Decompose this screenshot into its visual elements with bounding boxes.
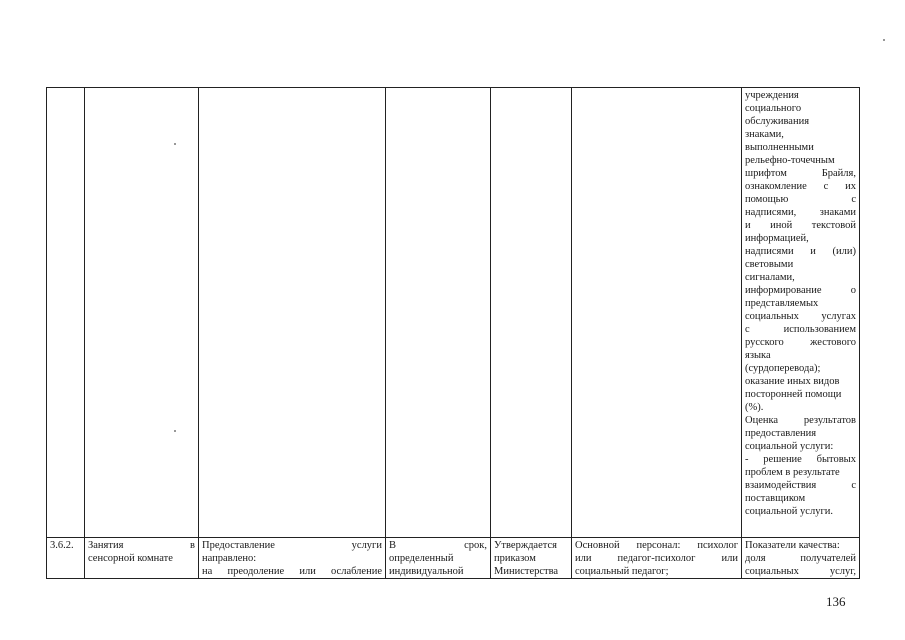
description-line-1: Предоставление услуги (202, 540, 382, 551)
services-table (46, 87, 860, 579)
cell-term-empty (386, 88, 491, 538)
norm-line-1: Утверждается (494, 540, 557, 551)
continued-text-line: социального (745, 103, 802, 114)
continued-text-line: информирование о (745, 285, 856, 296)
row-number: 3.6.2. (50, 540, 74, 551)
cell-staff-empty (572, 88, 742, 538)
continued-text-line: - решение бытовых (745, 454, 856, 465)
description-line-3: на преодоление или ослабление (202, 566, 382, 577)
staff-line-1: Основной персонал: психолог (575, 540, 738, 551)
continued-text-line: социальных услугах (745, 311, 856, 322)
cell-description-empty (199, 88, 386, 538)
service-name-line-1: Занятия в (88, 540, 195, 551)
scan-speck (174, 143, 176, 145)
cell-norm (491, 538, 572, 579)
continued-text-line: световыми (745, 259, 794, 270)
continued-text-line: и иной текстовой (745, 220, 856, 231)
quality-line-2: доля получателей (745, 553, 856, 564)
continued-text-line: с использованием (745, 324, 856, 335)
cell-quality-continued (742, 88, 860, 538)
continued-text-line: предоставления (745, 428, 817, 439)
term-line-3: индивидуальной (389, 566, 464, 577)
scan-speck (174, 430, 176, 432)
staff-line-2: или педагог-психолог или (575, 553, 738, 564)
continued-text-line: сигналами, (745, 272, 795, 283)
continued-text-line: социальной услуги: (745, 441, 834, 452)
continued-text-line: (%). (745, 402, 764, 413)
continued-text-line: обслуживания (745, 116, 810, 127)
continued-text-line: взаимодействия с (745, 480, 856, 491)
continued-text-line: выполненными (745, 142, 814, 153)
cell-staff (572, 538, 742, 579)
quality-line-1: Показатели качества: (745, 540, 840, 551)
scan-speck (883, 39, 885, 41)
continued-text-line: социальной услуги. (745, 506, 833, 517)
continued-text-line: оказание иных видов (745, 376, 840, 387)
continued-text-line: помощью с (745, 194, 856, 205)
continued-text-line: представляемых (745, 298, 819, 309)
term-line-2: определенный (389, 553, 454, 564)
norm-line-3: Министерства (494, 566, 559, 577)
continued-text-line: надписями, знаками (745, 207, 856, 218)
continued-text-line: Оценка результатов (745, 415, 856, 426)
continued-text-line: учреждения (745, 90, 799, 101)
description-line-2: направлено: (202, 553, 257, 564)
continued-text-line: (сурдоперевода); (745, 363, 821, 374)
cell-name-empty (85, 88, 199, 538)
continued-text-line: ознакомление с их (745, 181, 856, 192)
table-row-3-6-2 (47, 538, 860, 579)
continued-text-line: рельефно-точечным (745, 155, 835, 166)
term-line-1: В срок, (389, 540, 487, 551)
quality-line-3: социальных услуг, (745, 566, 856, 577)
cell-num-empty (47, 88, 85, 538)
cell-name (85, 538, 199, 579)
table-row-continued (47, 88, 860, 538)
cell-num (47, 538, 85, 579)
cell-term (386, 538, 491, 579)
cell-description (199, 538, 386, 579)
continued-text-line: языка (745, 350, 771, 361)
continued-text-line: проблем в результате (745, 467, 840, 478)
continued-text-line: информацией, (745, 233, 809, 244)
continued-text-line: шрифтом Брайля, (745, 168, 856, 179)
staff-line-3: социальный педагог; (575, 566, 669, 577)
page-number: 136 (826, 594, 846, 609)
cell-norm-empty (491, 88, 572, 538)
continued-text-line: посторонней помощи (745, 389, 842, 400)
service-name-line-2: сенсорной комнате (88, 553, 173, 564)
norm-line-2: приказом (494, 553, 536, 564)
continued-text-line: русского жестового (745, 337, 856, 348)
continued-text-line: надписями и (или) (745, 246, 856, 257)
continued-text-line: знаками, (745, 129, 784, 140)
cell-quality (742, 538, 860, 579)
continued-text-line: поставщиком (745, 493, 806, 504)
